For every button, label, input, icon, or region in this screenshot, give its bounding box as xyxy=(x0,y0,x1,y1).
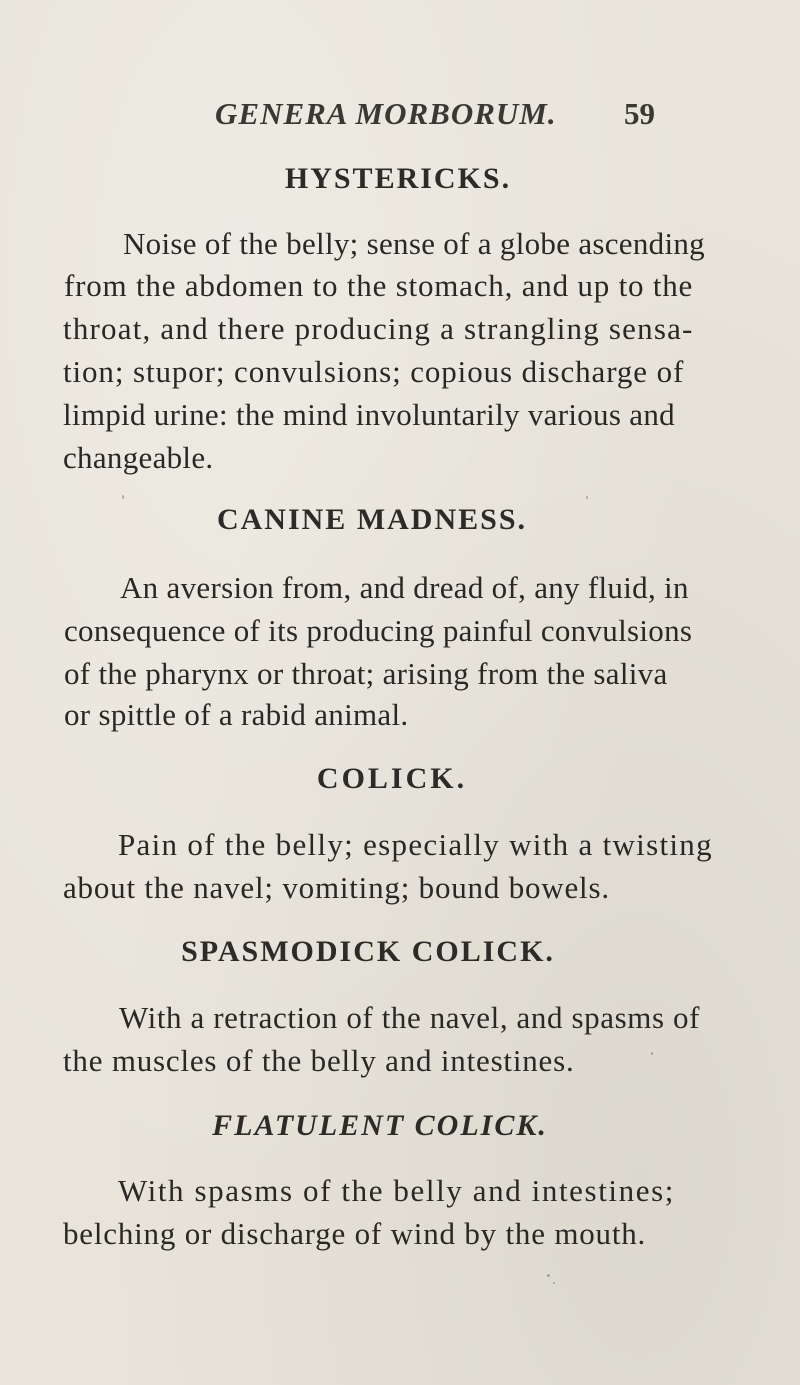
paragraph-line: about the navel; vomiting; bound bowels. xyxy=(63,870,610,905)
paragraph-line: of the pharynx or throat; arising from the saliva xyxy=(64,656,668,691)
paragraph-line: or spittle of a rabid animal. xyxy=(64,697,409,732)
running-title: GENERA MORBORUM. xyxy=(215,96,557,131)
paragraph-line: consequence of its producing painful convulsions xyxy=(64,613,693,648)
page-number: 59 xyxy=(624,96,655,131)
running-head xyxy=(215,96,655,136)
paragraph-line: Pain of the belly; especially with a twisting xyxy=(118,827,713,862)
paragraph-line: With a retraction of the navel, and spasms of xyxy=(119,1000,700,1035)
paragraph-line: changeable. xyxy=(63,440,214,475)
paragraph-line: throat, and there producing a strangling sensa- xyxy=(63,311,694,346)
paragraph-line: belching or discharge of wind by the mouth. xyxy=(63,1216,647,1251)
section-heading-colick: COLICK. xyxy=(316,762,468,795)
paragraph-line: the muscles of the belly and intestines. xyxy=(63,1043,575,1078)
paragraph-line: from the abdomen to the stomach, and up to the xyxy=(64,268,694,303)
paragraph-line: tion; stupor; convulsions; copious discharge of xyxy=(63,354,685,389)
section-heading-flatulent-colick: FLATULENT COLICK. xyxy=(212,1109,548,1142)
paragraph-line: limpid urine: the mind involuntarily various and xyxy=(63,397,675,432)
section-heading-hystericks: HYSTERICKS. xyxy=(284,162,512,195)
section-heading-spasmodick-colick: SPASMODICK COLICK. xyxy=(181,935,555,968)
paragraph-line: An aversion from, and dread of, any fluid, in xyxy=(120,570,689,605)
paragraph-line: Noise of the belly; sense of a globe ascending xyxy=(123,226,705,261)
section-heading-canine-madness: CANINE MADNESS. xyxy=(216,503,528,536)
paragraph-line: With spasms of the belly and intestines; xyxy=(118,1173,675,1208)
